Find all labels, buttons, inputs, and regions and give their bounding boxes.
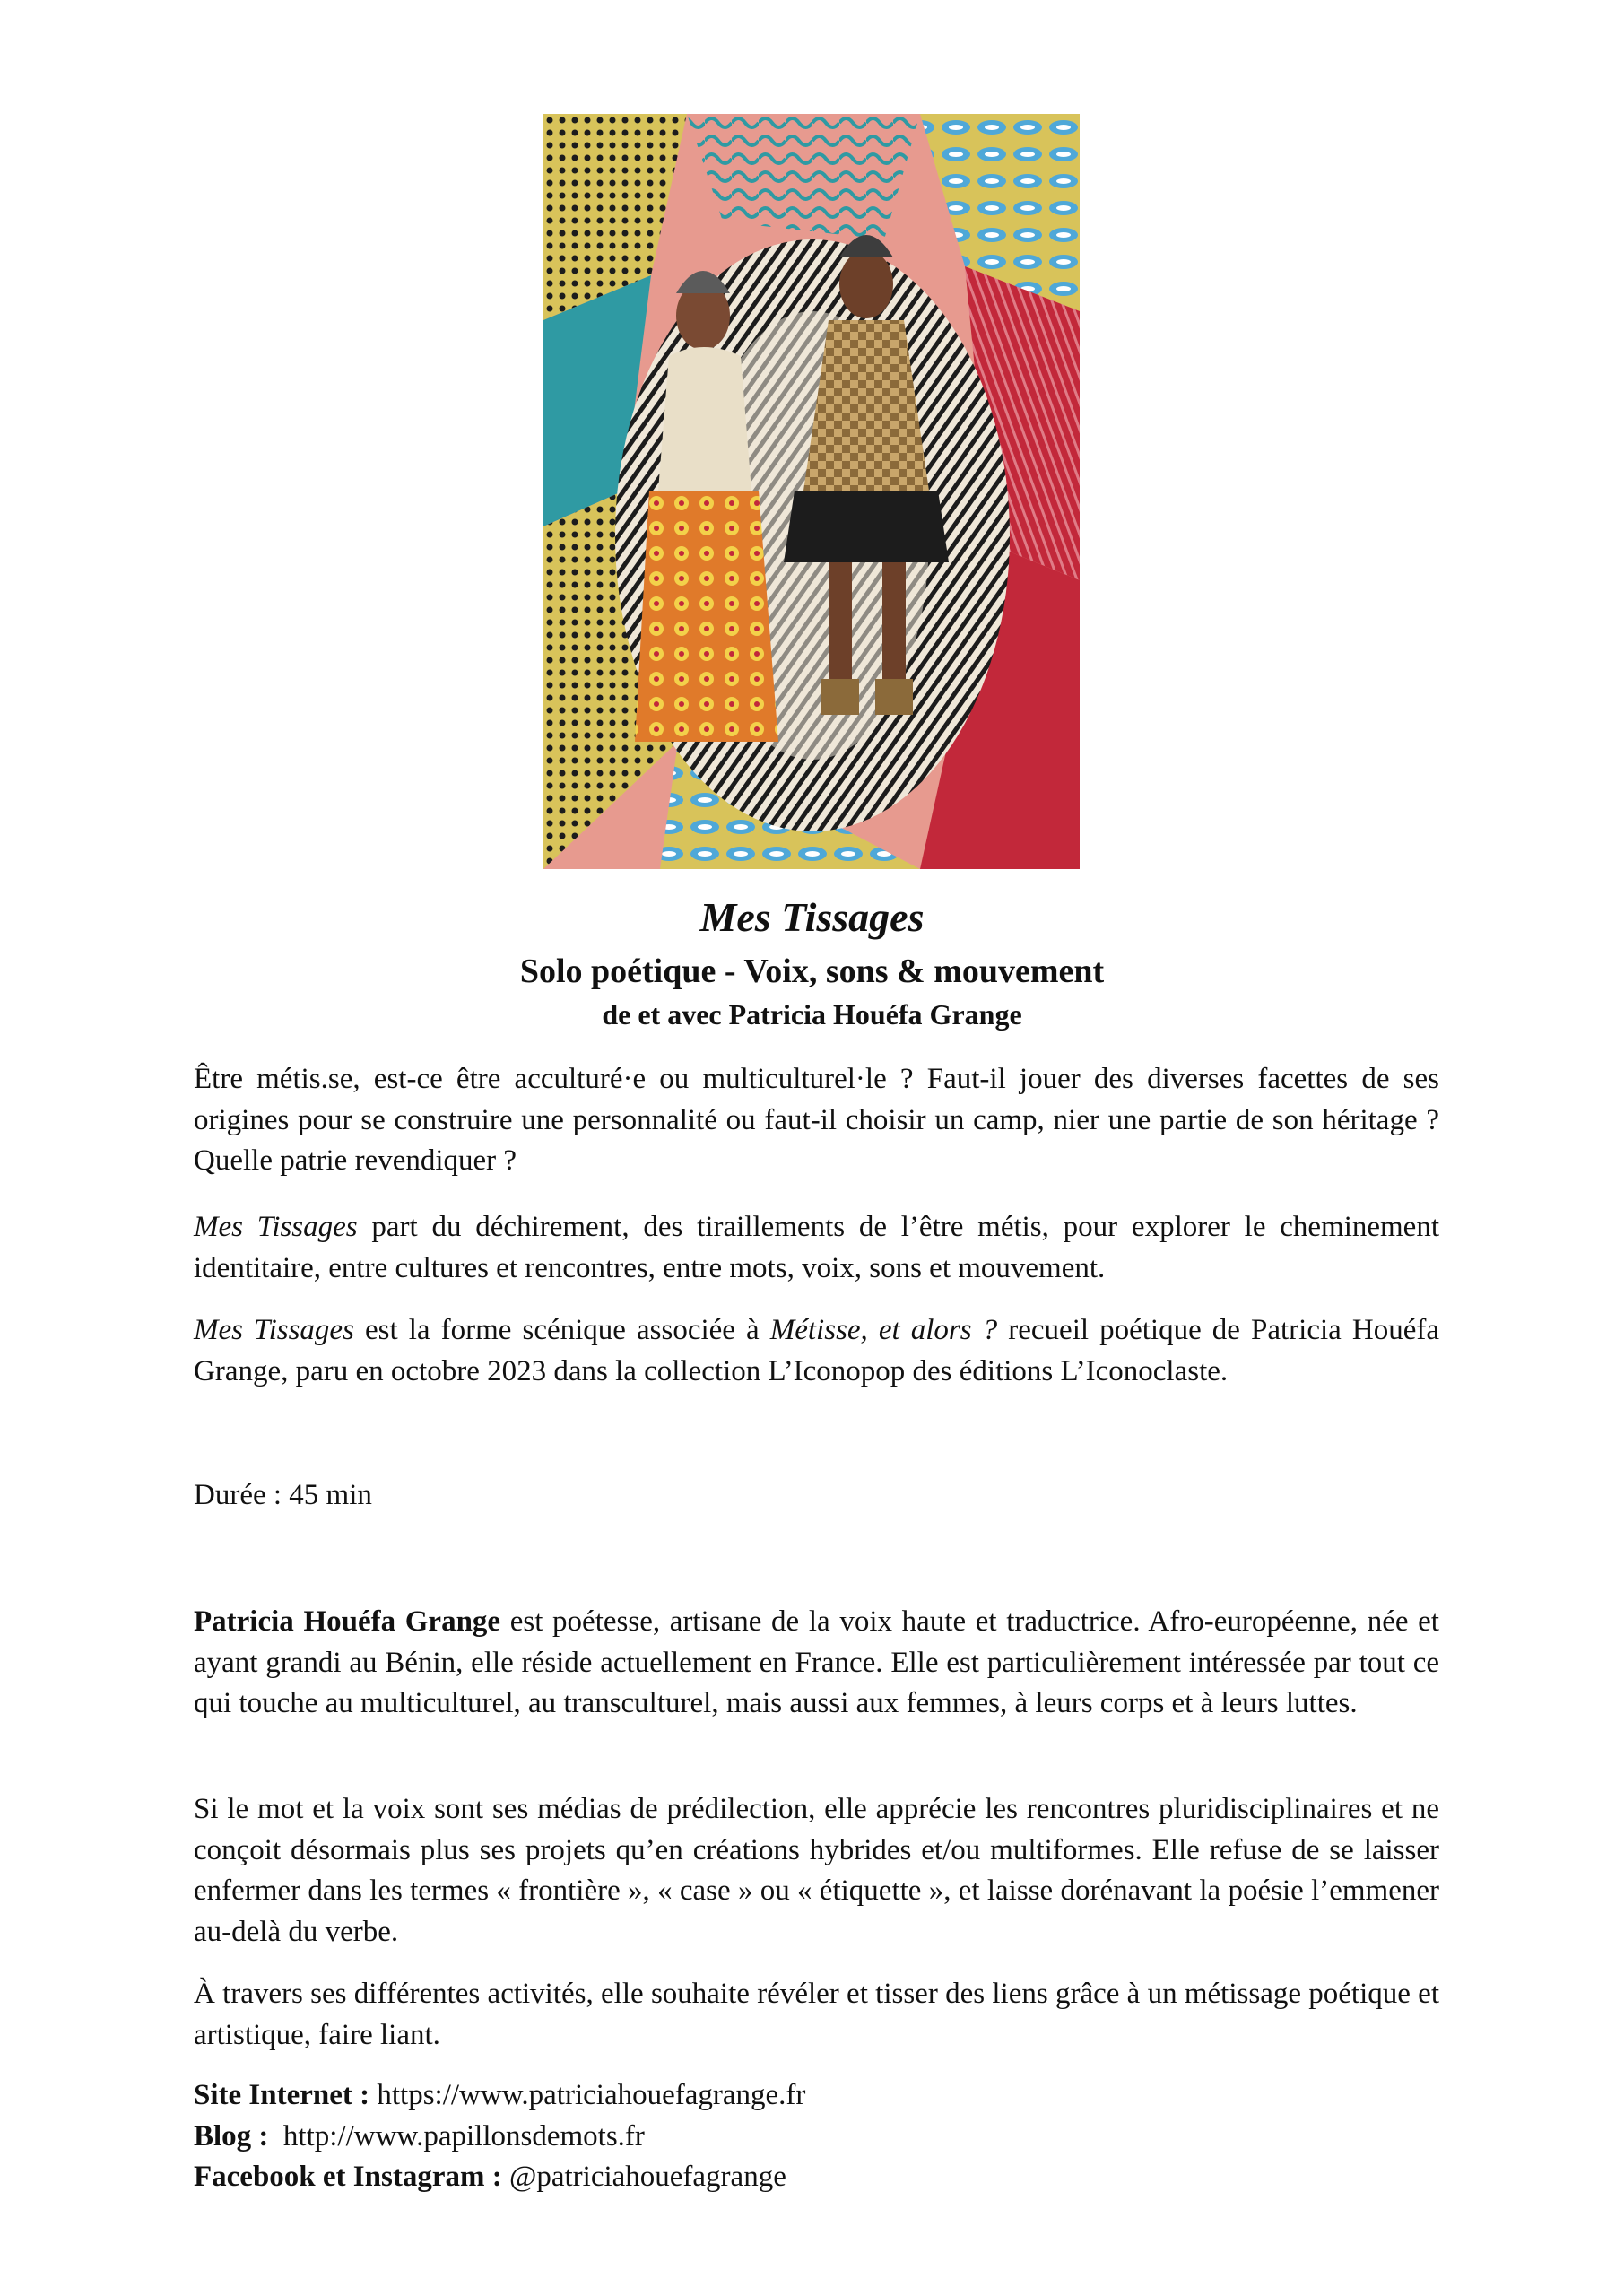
website-link[interactable]: https://www.patriciahouefagrange.fr bbox=[369, 2079, 806, 2111]
bio-paragraph-3: À travers ses différentes activités, elle souhaite révéler et tisser des liens grâce à un métissage poétique et artistique, faire liant. bbox=[194, 1978, 1439, 2051]
show-title-inline: Mes Tissages bbox=[194, 1314, 354, 1346]
intro-paragraph-1: Être métis.se, est-ce être acculturé·e ou multiculturel·le ? Faut-il jouer des diverses facettes de ses origines pour se construire une personnalité ou faut-il choisir un camp, nier une partie de son héritage ? Quelle patrie revendiquer ? bbox=[194, 1063, 1439, 1177]
website-line bbox=[194, 2075, 1439, 2117]
show-subtitle: Solo poétique - Voix, sons & mouvement bbox=[519, 952, 1105, 990]
show-title-inline: Mes Tissages bbox=[194, 1211, 358, 1243]
website-label: Site Internet : bbox=[194, 2079, 370, 2111]
show-byline: de et avec Patricia Houéfa Grange bbox=[602, 998, 1022, 1031]
mes-tissages-poster-image bbox=[543, 114, 1080, 869]
show-title: Mes Tissages bbox=[699, 894, 925, 940]
social-line bbox=[194, 2157, 1439, 2198]
social-handle[interactable]: @patriciahouefagrange bbox=[501, 2161, 786, 2193]
blog-line bbox=[194, 2117, 1439, 2158]
book-title-inline: Métisse, et alors ? bbox=[769, 1314, 998, 1346]
duration-text: Durée : 45 min bbox=[194, 1479, 372, 1511]
intro-paragraph-3: Mes Tissages est la forme scénique associée à Métisse, et alors ? recueil poétique de Patricia Houéfa Grange, paru en octobre 2023 dans la collection L’Iconopop des éditions L’Iconoclaste. bbox=[194, 1314, 1439, 1387]
social-label: Facebook et Instagram : bbox=[194, 2161, 502, 2193]
blog-label: Blog : bbox=[194, 2119, 269, 2152]
bio-paragraph-1: Patricia Houéfa Grange est poétesse, artisane de la voix haute et traductrice. Afro-européenne, née et ayant grandi au Bénin, elle réside actuellement en France. Elle est particulièrement intéressée par tout ce qui touche au multiculturel, au transculturel, mais aussi aux femmes, à leurs corps et à leurs luttes. bbox=[194, 1605, 1439, 1719]
poster-collage bbox=[543, 114, 1080, 869]
bio-paragraph-2: Si le mot et la voix sont ses médias de prédilection, elle apprécie les rencontres pluridisciplinaires et ne conçoit désormais plus ses projets qu’en créations hybrides et/ou multiformes. Elle refuse de se laisser enfermer dans les termes « frontière », « case » ou « étiquette », et laisse dorénavant la poésie l’emmener au-delà du verbe. bbox=[194, 1793, 1439, 1948]
artist-name: Patricia Houéfa Grange bbox=[194, 1605, 501, 1638]
contact-links bbox=[194, 2075, 1439, 2198]
intro-paragraph-2: Mes Tissages part du déchirement, des tiraillements de l’être métis, pour explorer le cheminement identitaire, entre cultures et rencontres, entre mots, voix, sons et mouvement. bbox=[194, 1211, 1440, 1284]
blog-link[interactable]: http://www.papillonsdemots.fr bbox=[268, 2119, 645, 2152]
